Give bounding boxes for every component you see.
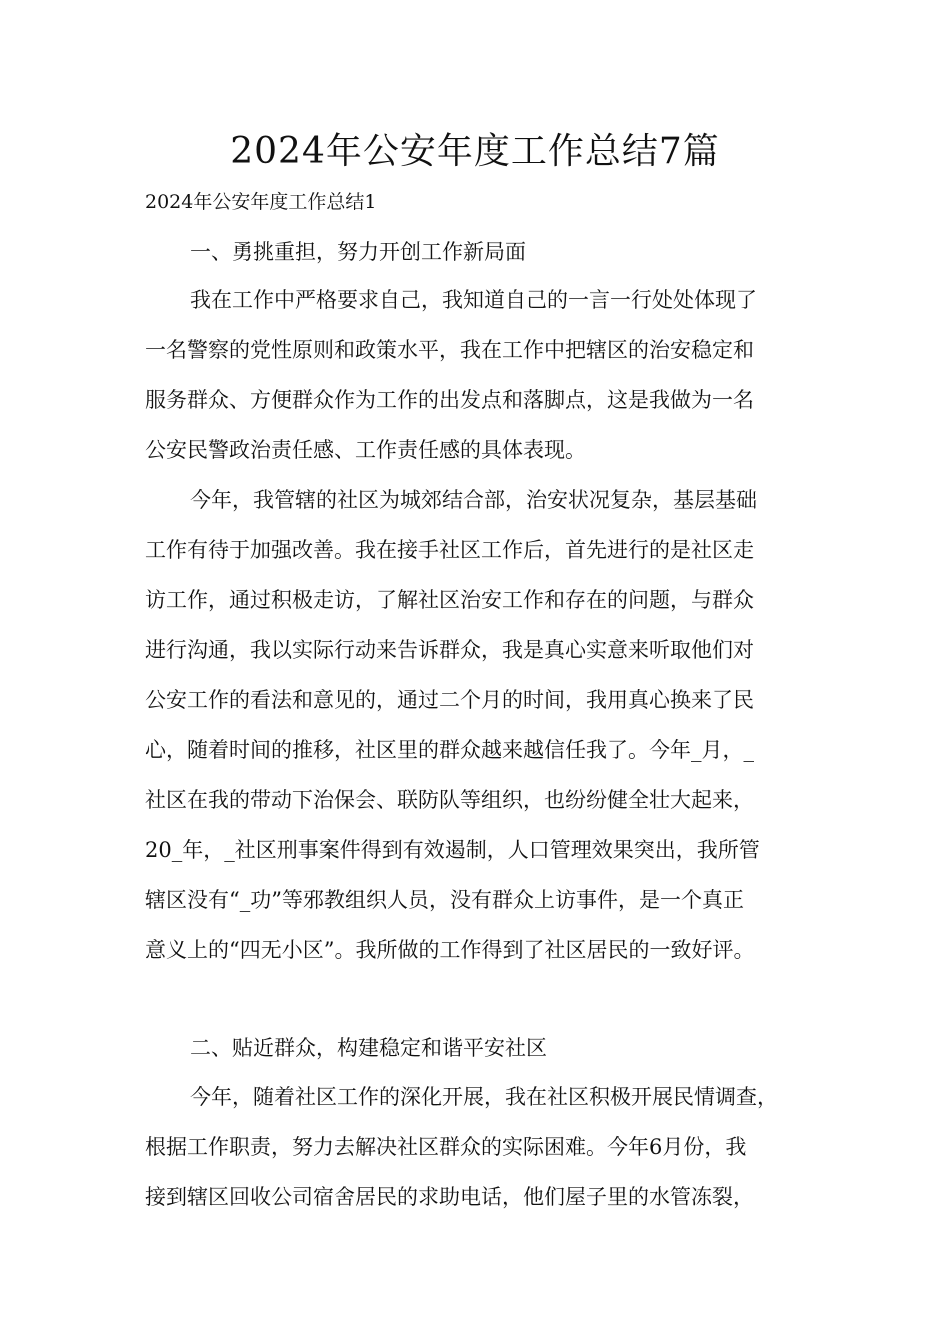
section-heading-2: 二、贴近群众，构建稳定和谐平安社区 (190, 1036, 547, 1060)
paragraph-line: 20_年，_社区刑事案件得到有效遏制，人口管理效果突出，我所管 (145, 838, 760, 862)
paragraph-line: 工作有待于加强改善。我在接手社区工作后，首先进行的是社区走 (145, 538, 754, 562)
paragraph-line: 今年，我管辖的社区为城郊结合部，治安状况复杂，基层基础 (190, 488, 757, 512)
paragraph-line: 一名警察的党性原则和政策水平，我在工作中把辖区的治安稳定和 (145, 338, 754, 362)
paragraph-line: 我在工作中严格要求自己，我知道自己的一言一行处处体现了 (190, 288, 757, 312)
paragraph-2 (145, 475, 825, 975)
paragraph-line: 根据工作职责，努力去解决社区群众的实际困难。今年6月份，我 (145, 1135, 747, 1159)
paragraph-line: 心，随着时间的推移，社区里的群众越来越信任我了。今年_月，_ (145, 738, 754, 762)
paragraph-line: 公安工作的看法和意见的，通过二个月的时间，我用真心换来了民 (145, 688, 754, 712)
document-subtitle: 2024年公安年度工作总结1 (145, 191, 377, 213)
paragraph-line: 进行沟通，我以实际行动来告诉群众，我是真心实意来听取他们对 (145, 638, 754, 662)
paragraph-1 (145, 275, 825, 475)
paragraph-line: 社区在我的带动下治保会、联防队等组织，也纷纷健全壮大起来， (145, 788, 754, 812)
paragraph-line: 今年，随着社区工作的深化开展，我在社区积极开展民情调查， (190, 1085, 778, 1109)
paragraph-3 (145, 1072, 825, 1222)
paragraph-line: 辖区没有“_功”等邪教组织人员，没有群众上访事件，是一个真正 (145, 888, 744, 912)
section-heading-1: 一、勇挑重担，努力开创工作新局面 (190, 240, 526, 264)
document-title: 2024年公安年度工作总结7篇 (230, 131, 720, 172)
paragraph-line: 接到辖区回收公司宿舍居民的求助电话，他们屋子里的水管冻裂， (145, 1185, 754, 1209)
paragraph-line: 意义上的“四无小区”。我所做的工作得到了社区居民的一致好评。 (145, 938, 755, 962)
paragraph-line: 访工作，通过积极走访，了解社区治安工作和存在的问题，与群众 (145, 588, 754, 612)
paragraph-line: 公安民警政治责任感、工作责任感的具体表现。 (145, 438, 586, 462)
paragraph-line: 服务群众、方便群众作为工作的出发点和落脚点，这是我做为一名 (145, 388, 754, 412)
